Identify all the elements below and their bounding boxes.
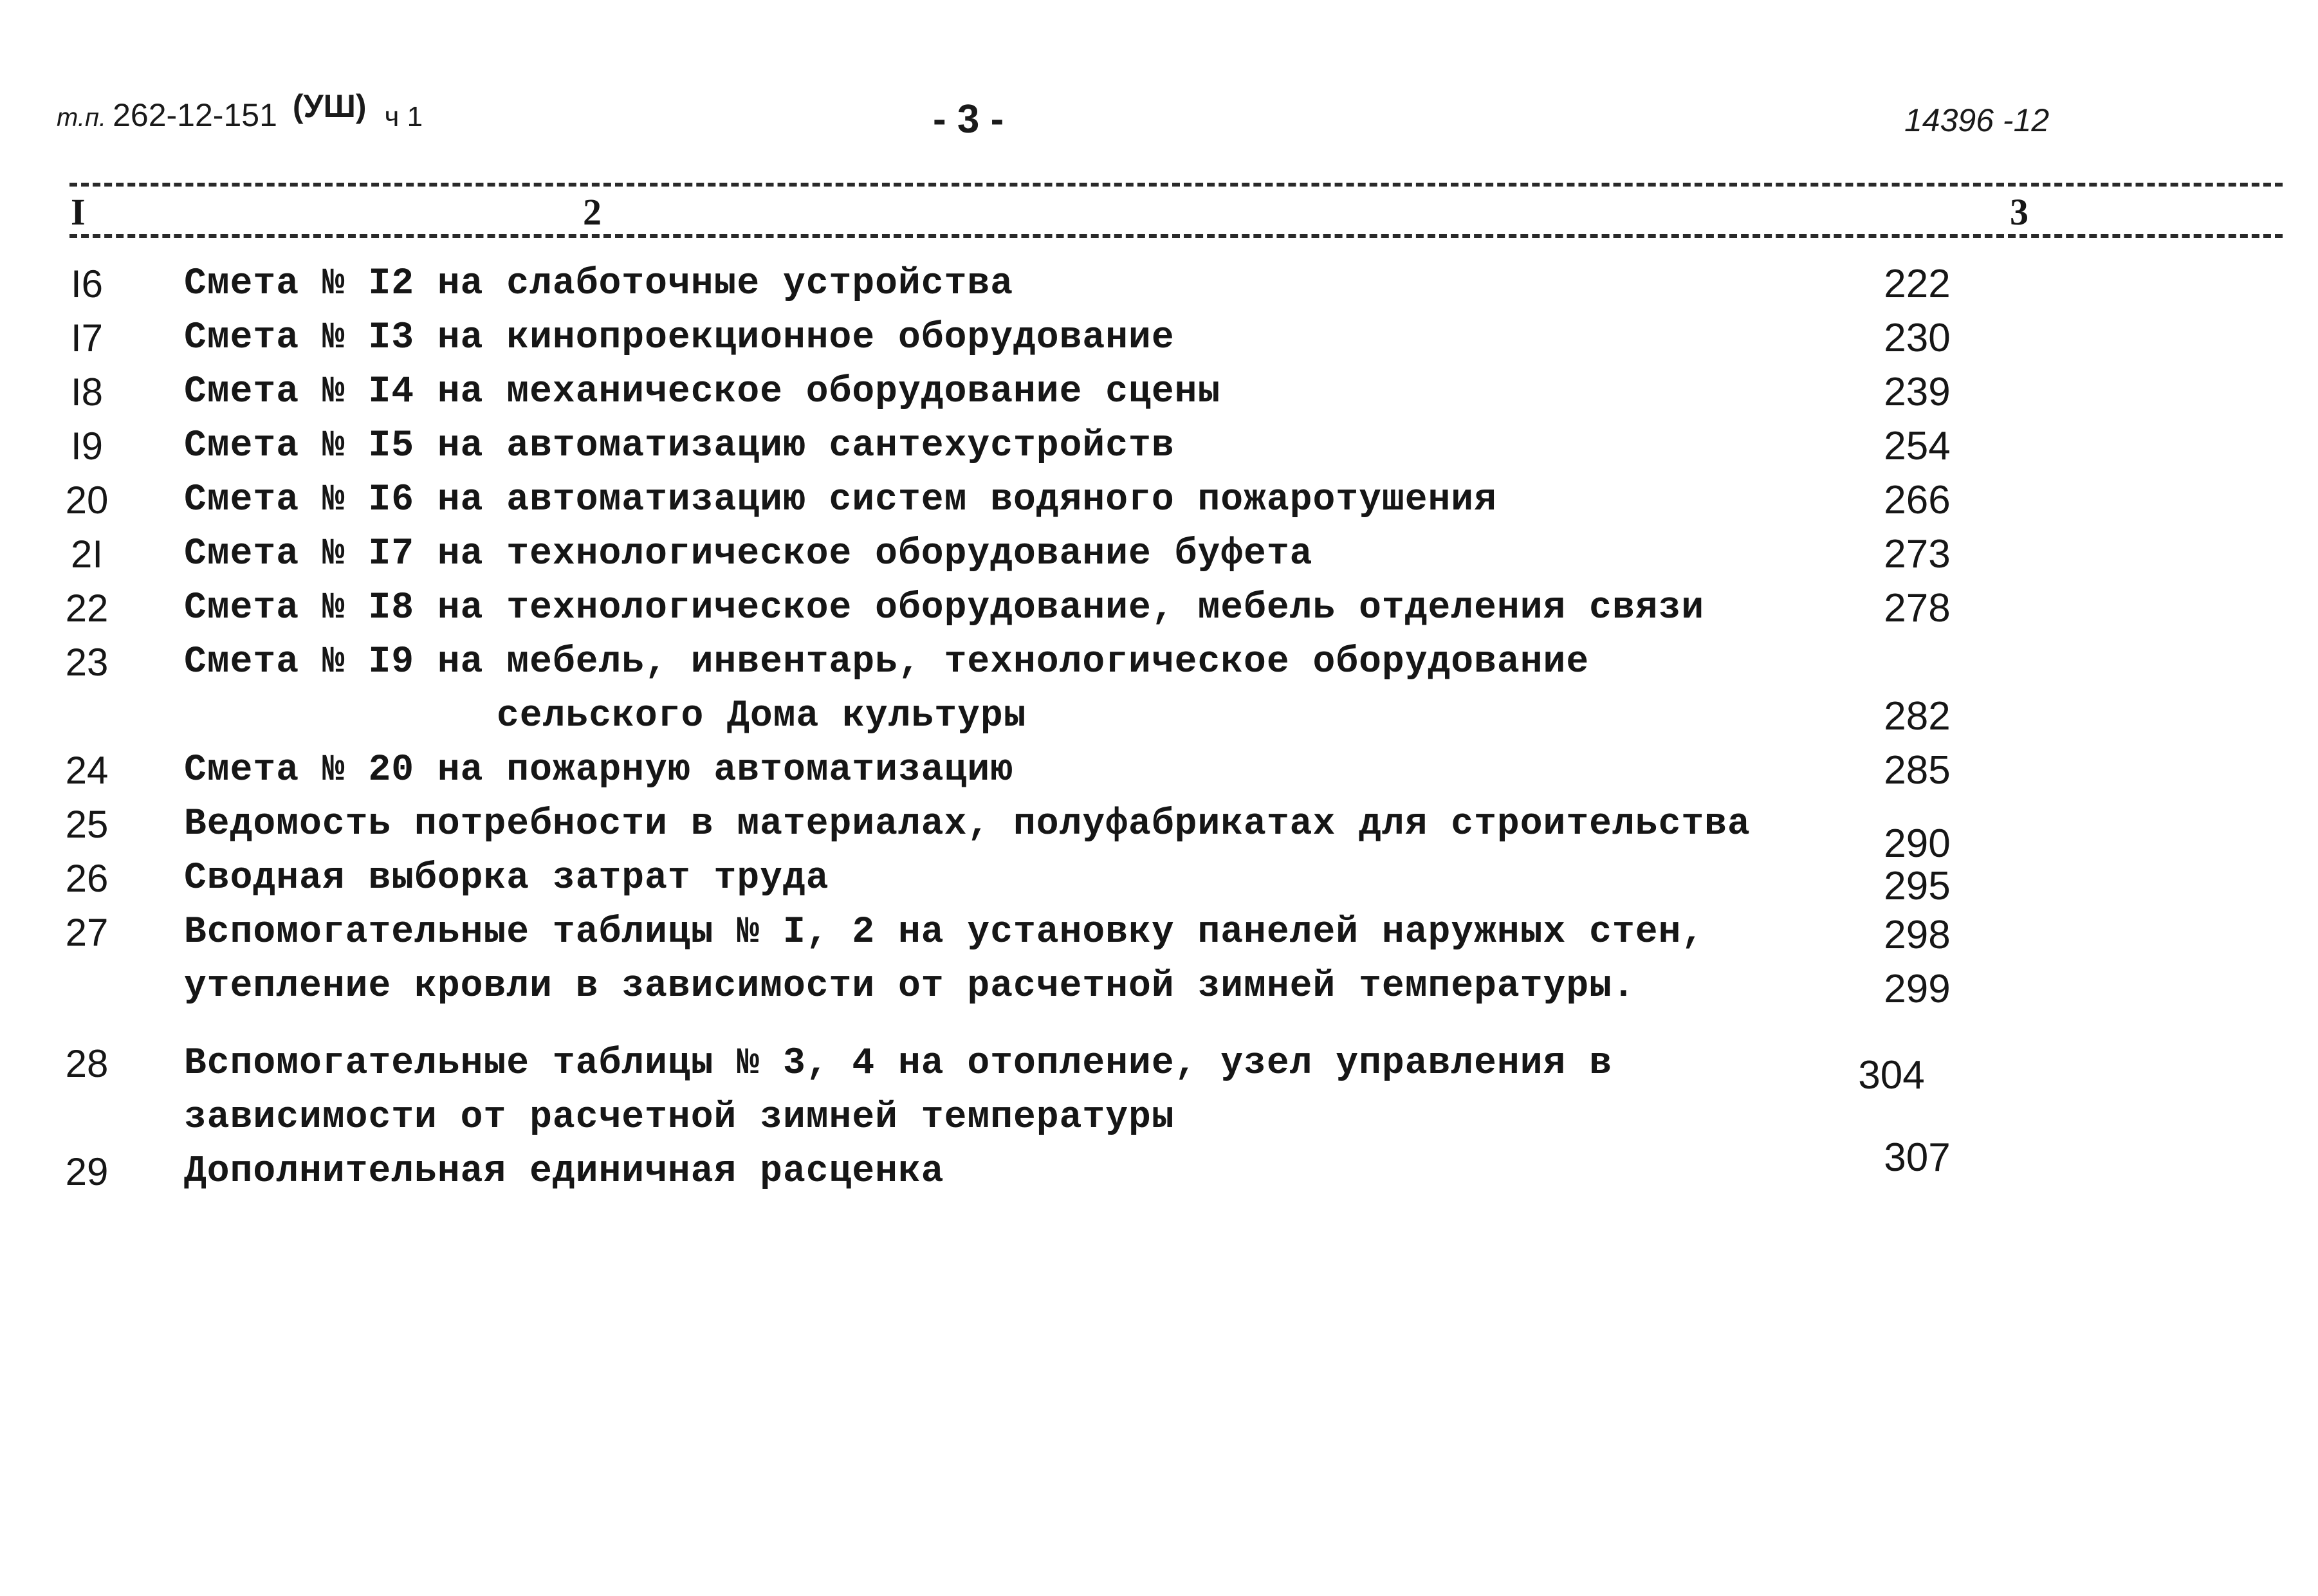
table-row: [0, 365, 2318, 419]
row-page: 285: [1884, 748, 1951, 793]
row-title: Смета № I5 на автоматизацию сантехустройств: [184, 425, 1175, 467]
table-row: [0, 744, 2318, 798]
project-code: 262-12-151: [113, 97, 277, 133]
row-page: 282: [1884, 694, 1951, 738]
row-page: 298: [1884, 913, 1951, 957]
row-title: Смета № I9 на мебель, инвентарь, технологическое оборудование: [184, 641, 1590, 683]
row-title-continued: утепление кровли в зависимости от расчетной зимней температуры.: [184, 966, 1635, 1007]
row-title: Смета № I6 на автоматизацию систем водяного пожаротушения: [184, 479, 1497, 521]
row-number: I6: [70, 262, 104, 306]
table-row: [0, 798, 2318, 866]
row-number: I9: [70, 425, 104, 468]
type-prefix: т.п.: [57, 104, 107, 132]
row-page: 230: [1884, 316, 1951, 360]
table-row: [0, 852, 2318, 906]
row-title-continued: сельского Дома культуры: [497, 695, 1027, 737]
column-number-2: 2: [579, 190, 605, 234]
row-number: 27: [65, 911, 109, 954]
table-row-continuation: [0, 690, 2318, 744]
row-page: 290: [1884, 821, 1951, 866]
row-page: 222: [1884, 262, 1951, 306]
part-label: ч 1: [384, 101, 423, 133]
row-title: Смета № I2 на слаботочные устройства: [184, 263, 1014, 305]
table-row-continuation: [0, 960, 2318, 1014]
row-title: Смета № I8 на технологическое оборудование, мебель отделения связи: [184, 587, 1705, 629]
volume-label: (УШ): [292, 88, 367, 124]
row-page: 254: [1884, 424, 1951, 468]
table-row: [0, 527, 2318, 582]
row-page: 239: [1884, 370, 1951, 414]
row-page: 304: [1858, 1053, 1925, 1097]
row-title: Смета № 20 на пожарную автоматизацию: [184, 749, 1014, 791]
row-page: 266: [1884, 478, 1951, 522]
table-row: [0, 906, 2318, 960]
row-page: 295: [1884, 864, 1951, 908]
column-number-1: I: [67, 190, 89, 234]
row-page: 307: [1884, 1135, 1951, 1180]
table-row: [0, 419, 2318, 473]
row-title: Вспомогательные таблицы № I, 2 на установку панелей наружных стен,: [184, 912, 1705, 953]
row-page: 299: [1884, 967, 1951, 1011]
table-row: [0, 636, 2318, 690]
row-number: 26: [65, 857, 109, 900]
row-title: Смета № I4 на механическое оборудование сцены: [184, 371, 1221, 413]
row-title: Смета № I3 на кинопроекционное оборудование: [184, 317, 1175, 359]
row-number: 25: [65, 803, 109, 846]
row-number: 20: [65, 479, 109, 522]
table-row: [0, 257, 2318, 311]
row-number: 2I: [70, 533, 104, 576]
row-title: Вспомогательные таблицы № 3, 4 на отопление, узел управления в: [184, 1043, 1612, 1085]
header-rule-bottom: [69, 234, 2283, 238]
header-rule-top: [69, 183, 2283, 187]
row-number: I8: [70, 371, 104, 414]
document-code: [57, 88, 423, 134]
table-row: [0, 582, 2318, 636]
row-number: 22: [65, 587, 109, 630]
row-number: 23: [65, 641, 109, 684]
row-title: Смета № I7 на технологическое оборудование буфета: [184, 533, 1313, 575]
table-row: [0, 1135, 2318, 1199]
row-title: Сводная выборка затрат труда: [184, 858, 829, 899]
row-page: 273: [1884, 532, 1951, 576]
table-row: [0, 1037, 2318, 1097]
row-page: 278: [1884, 586, 1951, 630]
inventory-number: 14396 -12: [1904, 102, 2050, 138]
page-number: - 3 -: [933, 97, 1004, 142]
row-number: 28: [65, 1042, 109, 1085]
table-row: [0, 473, 2318, 527]
row-number: 24: [65, 749, 109, 792]
row-title: Дополнительная единичная расценка: [184, 1151, 944, 1193]
row-number: I7: [70, 316, 104, 360]
column-number-3: 3: [2006, 190, 2032, 234]
table-row: [0, 311, 2318, 365]
row-title-continued: зависимости от расчетной зимней температуры: [184, 1097, 1175, 1139]
row-number: 29: [65, 1150, 109, 1193]
row-title: Ведомость потребности в материалах, полуфабрикатах для строительства: [184, 803, 1751, 845]
